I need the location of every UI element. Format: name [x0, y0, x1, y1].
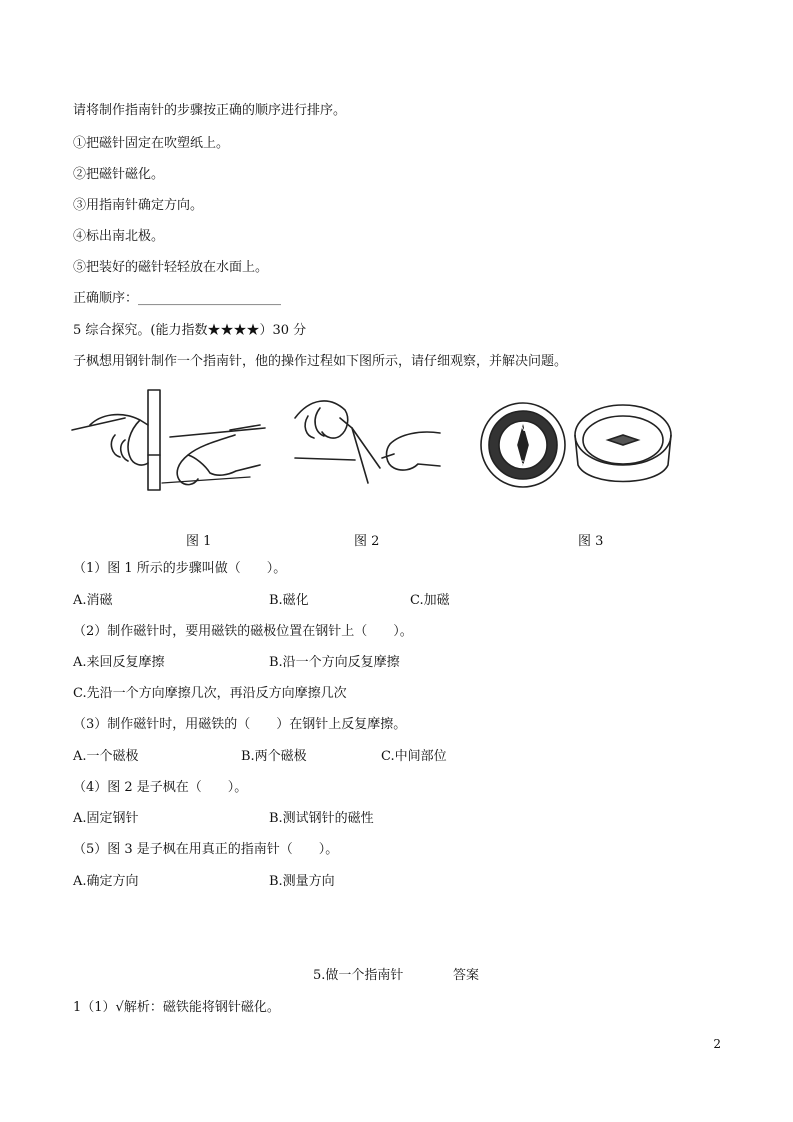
q5-sub3-option-c: C.中间部位	[381, 749, 447, 764]
answer-section-label: 答案	[453, 968, 480, 983]
q5-sub5-question: （5）图 3 是子枫在用真正的指南针（ ）。	[73, 842, 339, 857]
q5-sub3-question: （3）制作磁针时，用磁铁的（ ）在钢针上反复摩擦。	[73, 717, 407, 732]
q5-sub4-option-b: B.测试钢针的磁性	[269, 811, 374, 826]
q5-sub1-question: （1）图 1 所示的步骤叫做（ ）。	[73, 561, 287, 576]
q4-step-3: ③用指南针确定方向。	[73, 198, 204, 213]
q4-step-4: ④标出南北极。	[73, 229, 165, 244]
compass-n-label: N	[519, 424, 526, 434]
q5-sub1-option-c: C.加磁	[410, 593, 450, 608]
figure-2-testing-illustration	[290, 388, 450, 493]
q5-sub2-question: （2）制作磁针时，要用磁铁的磁极位置在钢针上（ ）。	[73, 624, 413, 639]
compass-s-label: S	[519, 460, 525, 470]
page-number: 2	[713, 1037, 721, 1051]
figure-3-caption: 图 3	[578, 534, 604, 549]
answer-1: 1（1）√解析：磁铁能将钢针磁化。	[73, 1000, 280, 1015]
q5-sub5-option-a: A.确定方向	[73, 874, 139, 889]
q5-sub2-option-a: A.来回反复摩擦	[73, 655, 165, 670]
q5-sub4-option-a: A.固定钢针	[73, 811, 139, 826]
q5-sub3-option-a: A.一个磁极	[73, 749, 139, 764]
q4-step-2: ②把磁针磁化。	[73, 167, 165, 182]
q5-sub3-option-b: B.两个磁极	[241, 749, 307, 764]
q5-sub2-option-b: B.沿一个方向反复摩擦	[269, 655, 400, 670]
compass-icon	[481, 403, 565, 487]
q4-answer-line: 正确顺序：______________________	[73, 291, 282, 306]
q4-prompt: 请将制作指南针的步骤按正确的顺序进行排序。	[73, 103, 347, 118]
q5-sub1-option-b: B.磁化	[269, 593, 309, 608]
q5-sub2-option-c: C.先沿一个方向摩擦几次，再沿反方向摩擦几次	[73, 686, 347, 701]
q5-sub5-option-b: B.测量方向	[269, 874, 335, 889]
figure-3-compass-illustration	[478, 395, 678, 495]
figure-1-caption: 图 1	[186, 534, 212, 549]
q4-step-5: ⑤把装好的磁针轻轻放在水面上。	[73, 260, 269, 275]
water-compass-icon	[575, 405, 671, 482]
q5-intro: 子枫想用钢针制作一个指南针，他的操作过程如下图所示，请仔细观察，并解决问题。	[73, 354, 568, 369]
q5-title: 5 综合探究。(能力指数★★★★）30 分	[73, 323, 307, 338]
answer-section-title: 5.做一个指南针	[313, 968, 404, 983]
figure-2-caption: 图 2	[354, 534, 380, 549]
q5-sub4-question: （4）图 2 是子枫在（ ）。	[73, 780, 248, 795]
figure-1-magnetize-illustration	[70, 385, 270, 500]
q5-sub1-option-a: A.消磁	[73, 593, 113, 608]
compass-e-label: E	[538, 442, 544, 452]
compass-w-label: W	[501, 442, 510, 452]
q4-step-1: ①把磁针固定在吹塑纸上。	[73, 136, 230, 151]
